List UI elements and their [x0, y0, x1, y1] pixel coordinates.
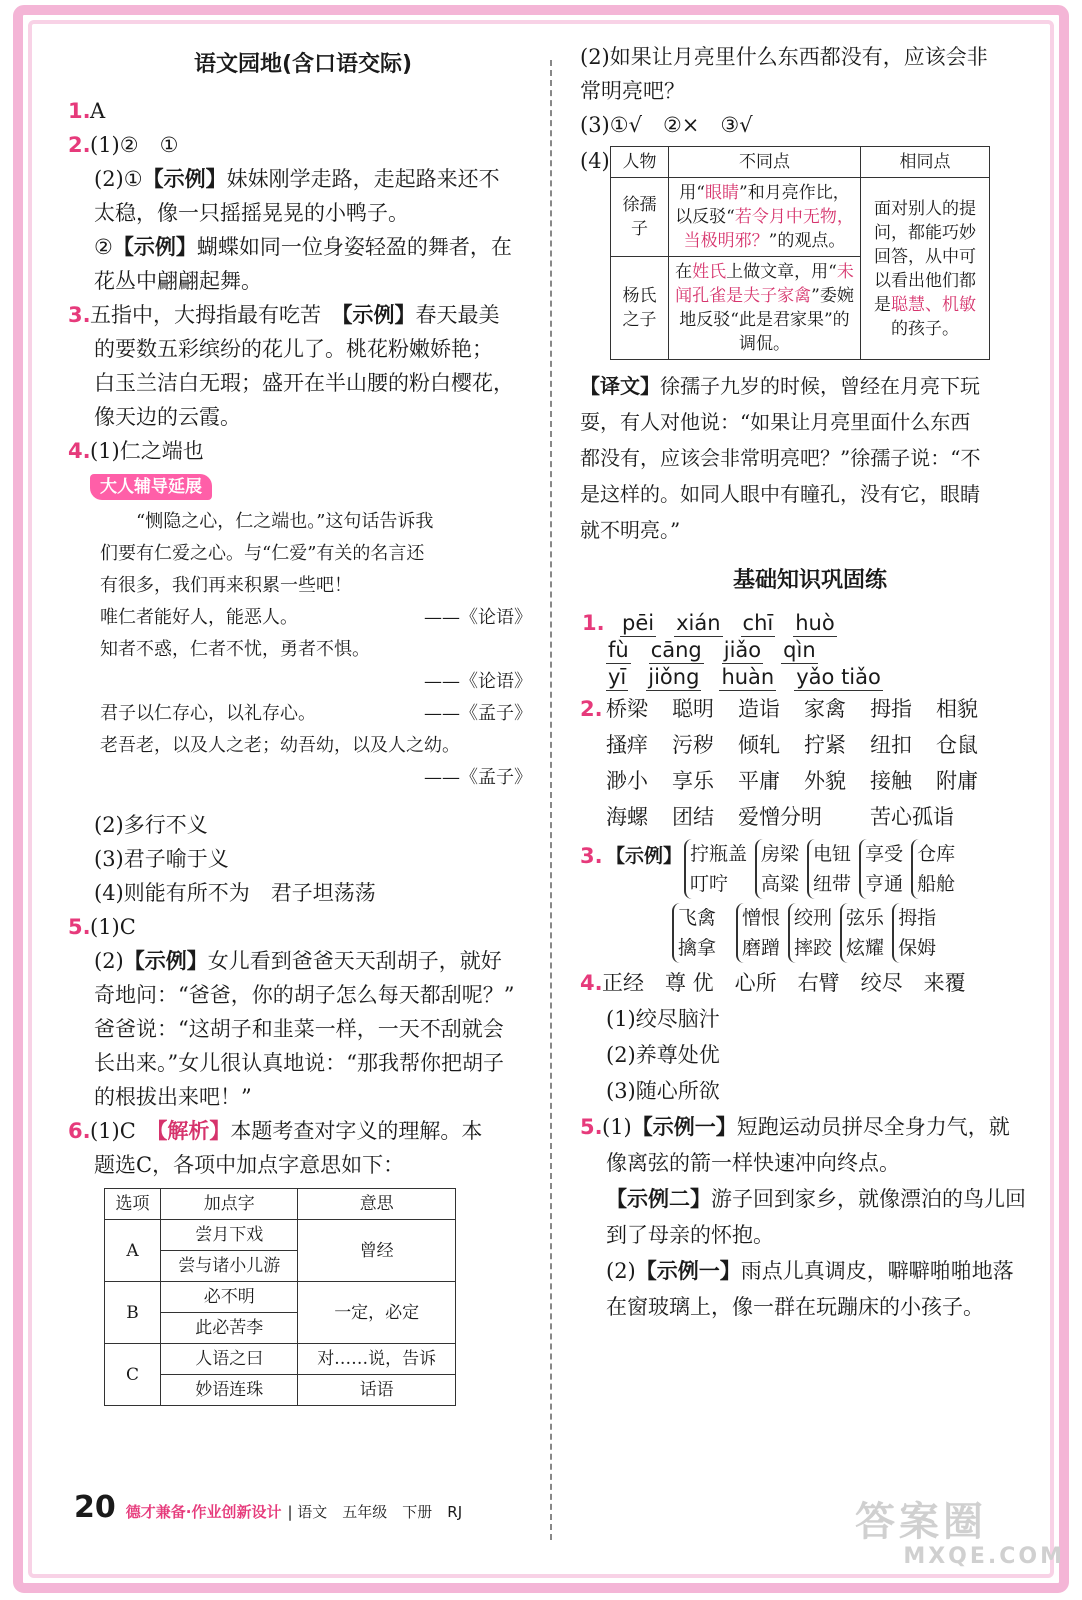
answer-5: 5.(1)C (2)【示例】女儿看到爸爸天天刮胡子，就好 奇地问：“爸爸，你的胡子怎么每天都刮呢？” 爸爸说：“这胡子和韭菜一样，一天不刮就会 长出来。”女儿很认真地说：“那我帮你把胡子 的根拔出来吧！” [68, 915, 515, 1109]
answer-p4: 4.正经 尊 优 心所 右臂 绞尽 来覆 (1)绞尽脑汁 (2)养尊处优 (3)随心所欲 [580, 971, 966, 1103]
answer-p1-pinyin: 1. pēi xián chī huò fù cāng jiǎo qìn yī jiǒng huàn yǎo tiǎo [582, 611, 881, 689]
comparison-table-block: (4) 人物 不同点 相同点 徐孺子 用“眼睛”和月亮作比，以反驳“若令月中无物，当极明邪？”的观点。 面对别人的提问，都能巧妙回答，从中可以看出他们都是聪慧、机敏的孩子。 杨氏之子 在姓氏上做文章，用“未闻孔雀是夫子家禽”委婉地反驳“此是君家果”的调侃。 [580, 146, 1040, 360]
section-title-jichu: 基础知识巩固练 [732, 568, 887, 593]
answer-3: 3.五指中，大拇指最有吃苦 【示例】春天最美 的要数五彩缤纷的花儿了。桃花粉嫩娇艳； 白玉兰洁白无瑕；盛开在半山腰的粉白樱花， 像天边的云霞。 [68, 302, 514, 429]
answer-1: 1.A [68, 99, 106, 123]
extension-box: “恻隐之心，仁之端也。”这句话告诉我 们要有仁爱之心。与“仁爱”有关的名言还 有很多，我们再来积累一些吧！ 唯仁者能好人，能恶人。 ——《论语》 知者不惑，仁者不忧，勇者不惧。 ——《论语》 君子以仁存心，以礼存心。 ——《孟子》 老吾老，以及人之老；幼吾幼，以及人之幼。 ——《孟子》 [100, 511, 532, 788]
left-column [68, 40, 538, 1406]
answer-p5: 5.(1)【示例一】短跑运动员拼尽全身力气，就 像离弦的箭一样快速冲向终点。 【示例二】游子回到家乡，就像漂泊的鸟儿回 到了母亲的怀抱。 (2)【示例一】雨点儿真调皮，噼噼啪啪地落 在窗玻璃上，像一群在玩蹦床的小孩子。 [580, 1114, 1026, 1319]
column-divider [550, 60, 552, 1540]
word-meaning-table: 选项 加点字 意思 A 尝月下戏 曾经 尝与诸小儿游 B 必不明 一定，必定 此必苦李 C 人语之曰 对……说，告诉 妙语连珠 话语 [104, 1188, 456, 1406]
answer-4: 4.(1)仁之端也 大人辅导延展 “恻隐之心，仁之端也。”这句话告诉我 们要有仁爱之心。与“仁爱”有关的名言还 有很多，我们再来积累一些吧！ 唯仁者能好人，能恶人。 ——《论语》 知者不惑，仁者不忧，勇者不惧。 ——《论语》 君子以仁存心，以礼存心。 ——《孟子》 老吾老，以及人之老；幼吾幼，以及人之幼。 ——《孟子》 (2)多行不义 (3)君子喻于义 (4)则能有所不为 君子坦荡荡 [68, 434, 538, 910]
footer-brand: 德才兼备·作业创新设计 [125, 1503, 282, 1521]
section-title-yuwen-yuandi: 语文园地(含口语交际) [193, 52, 413, 77]
translation: 【译文】徐孺子九岁的时候，曾经在月亮下玩 耍，有人对他说：“如果让月亮里面什么东西 都没有，应该会非常明亮吧？”徐孺子说：“不 是这样的。如同人眼中有瞳孔，没有它，眼睛 就不明亮。” [580, 374, 981, 542]
answer-p3-groups: 3. 【示例】 拧瓶盖 叮咛 房梁 高粱 电钮 纽带 享受 亨通 仓库 船舱 飞禽 擒拿 憎恨 磨蹭 绞刑 摔跤 弦乐 炫耀 拇指 保姆 [580, 839, 1040, 963]
comparison-table: 人物 不同点 相同点 徐孺子 用“眼睛”和月亮作比，以反驳“若令月中无物，当极明邪？”的观点。 面对别人的提问，都能巧妙回答，从中可以看出他们都是聪慧、机敏的孩子。 杨氏之子 在姓氏上做文章，用“未闻孔雀是夫子家禽”委婉地反驳“此是君家果”的调侃。 [610, 146, 990, 360]
right-column: (2)如果让月亮里什么东西都没有，应该会非 常明亮吧？ (3)①√ ②× ③√ (4) 人物 不同点 相同点 徐孺子 用“眼睛”和月亮作比，以反驳“若令月中无物，当极明邪？”的观点。 面对别人的提问，都能巧妙回答，从中可以看出他们都是聪慧、机敏的孩子。 杨氏之子 在姓氏上做文章，用“未闻孔雀是夫子家禽”委婉地反驳“此是君家果”的调侃。 【译文】徐孺子九岁的时候，曾经在月亮下玩 耍，有人对他说：“如果让月亮里面什么东西 都没有，应该会非常明亮吧？”徐孺子说：“不 是这样的。如同人眼中有瞳孔，没有它，眼睛 就不明亮。” 基础知识巩固练 1. pēi xián chī huò fù cāng jiǎo qìn yī jiǒng huàn yǎo tiǎo 2. 桥梁 聪明 造诣 家禽 拇指 相貌 搔痒 污秽 倾轧 拧紧 纽扣 仓鼠 渺小 享乐 平庸 外貌 接触 附庸 海螺 团结 爱憎分明 苦心孤诣 3. 【示例】 拧瓶盖 叮咛 房梁 高粱 电钮 纽带 享受 亨通 仓库 船舱 飞禽 擒拿 憎恨 磨蹭 绞刑 摔跤 弦乐 炫耀 拇指 保姆 4.正经 尊 优 心所 右臂 绞尽 来覆 (1)绞尽脑汁 (2)养尊处优 (3)随心所欲 5.(1)【示例一】短跑运动员拼尽全身力气，就 像离弦的箭一样快速冲向终点。 【示例二】游子回到家乡，就像漂泊的鸟儿回 到了母亲的怀抱。 (2)【示例一】雨点儿真调皮，噼噼啪啪地落 在窗玻璃上，像一群在玩蹦床的小孩子。 [580, 40, 1040, 1325]
answer-p2-words: 2. 桥梁 聪明 造诣 家禽 拇指 相貌 搔痒 污秽 倾轧 拧紧 纽扣 仓鼠 渺小 享乐 平庸 外貌 接触 附庸 海螺 团结 爱憎分明 苦心孤诣 [580, 697, 978, 829]
answer-r2: (2)如果让月亮里什么东西都没有，应该会非 [580, 45, 988, 69]
extension-badge: 大人辅导延展 [90, 474, 212, 500]
watermark-logo: 答案圈 MXQE.COM [855, 1499, 1065, 1569]
page-number: 20 [74, 1490, 116, 1525]
answer-r3: (3)①√ ②× ③√ [580, 113, 753, 137]
footer-meta: | 语文 五年级 下册 RJ [287, 1503, 463, 1521]
answer-2: 2.(1)② ① (2)①【示例】妹妹刚学走路，走起路来还不 太稳，像一只摇摇晃晃的小鸭子。 ②【示例】蝴蝶如同一位身姿轻盈的舞者，在 花丛中翩翩起舞。 [68, 133, 512, 293]
answer-6: 6.(1)C 【解析】本题考查对字义的理解。本 题选C，各项中加点字意思如下： 选项 加点字 意思 A 尝月下戏 曾经 尝与诸小儿游 B 必不明 一定，必定 此必苦李 C 人语之曰 对……说，告诉 妙语连珠 话语 [68, 1114, 538, 1406]
page-footer [74, 1490, 544, 1530]
